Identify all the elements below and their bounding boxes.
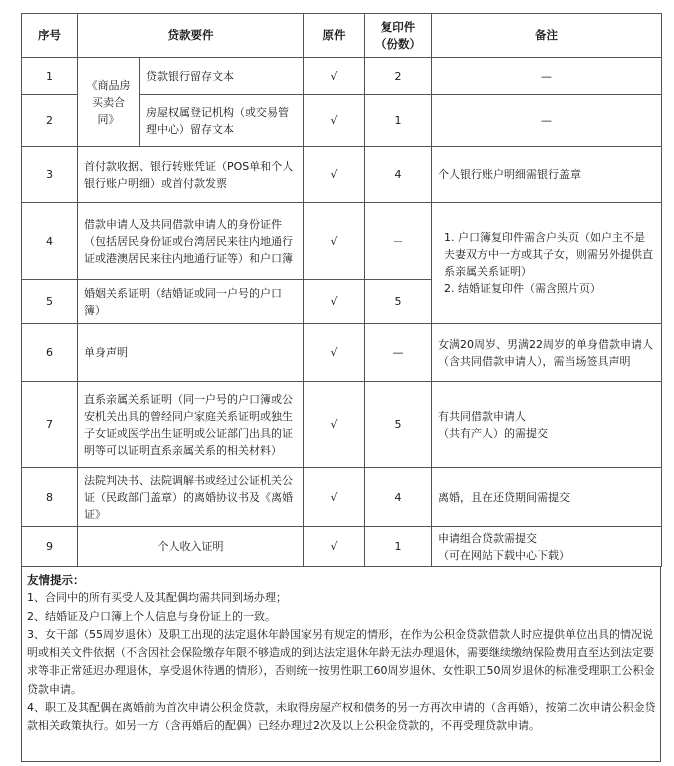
row-seq: 9 [22,527,78,567]
row-copies: 4 [365,468,432,527]
row-material: 个人收入证明 [78,527,304,567]
row-material: 法院判决书、法院调解书或经过公证机关公证（民政部门盖章）的离婚协议书及《离婚证》 [78,468,304,527]
header-materials: 贷款要件 [78,14,304,58]
row-original-check: √ [304,468,365,527]
tips-title: 友情提示： [27,573,85,587]
row-material: 婚姻关系证明（结婚证或同一户号的户口簿） [78,280,304,324]
row-copies: 5 [365,280,432,324]
row-seq: 4 [22,203,78,280]
row-remark: 有共同借款申请人 （共有产人）的需提交 [432,382,662,468]
header-remarks: 备注 [432,14,662,58]
table-row [22,203,662,280]
row-remark: — [432,95,662,147]
row-seq: 3 [22,147,78,203]
table-header-row [22,14,662,58]
row-original-check: √ [304,382,365,468]
table-row [22,468,662,527]
row-seq: 6 [22,324,78,382]
row-copies: － [365,203,432,280]
loan-requirements-table [21,13,662,567]
row-seq: 2 [22,95,78,147]
table-row [22,527,662,567]
header-seq: 序号 [22,14,78,58]
row-copies: 2 [365,58,432,95]
header-copies-line1: 复印件 [380,19,416,34]
row-seq: 1 [22,58,78,95]
row-copies: 5 [365,382,432,468]
table-row [22,324,662,382]
row-original-check: √ [304,147,365,203]
row-material: 借款申请人及共同借款申请人的身份证件（包括居民身份证或台湾居民来往内地通行证或港澳居民来往内地通行证等）和户口簿 [78,203,304,280]
header-copies-line2: （份数） [375,36,421,51]
row-remark: 申请组合贷款需提交 （可在网站下载中心下载） [432,527,662,567]
tip-item: 2、结婚证及户口簿上个人信息与身份证上的一致。 [27,609,276,623]
row-original-check: √ [304,280,365,324]
row-original-check: √ [304,58,365,95]
row-seq: 7 [22,382,78,468]
row-copies: 4 [365,147,432,203]
row-original-check: √ [304,527,365,567]
contract-group-label: 《商品房买卖合同》 [78,58,140,147]
row-seq: 8 [22,468,78,527]
row-material: 单身声明 [78,324,304,382]
row-seq: 5 [22,280,78,324]
row-copies: 1 [365,527,432,567]
row-remark: 离婚，且在还贷期间需提交 [432,468,662,527]
row-remark: — [432,58,662,95]
table-row [22,58,662,95]
row-material: 直系亲属关系证明（同一户号的户口簿或公安机关出具的曾经同户家庭关系证明或独生子女证或医学出生证明或公证部门出具的证明等可以证明直系亲属关系的相关材料） [78,382,304,468]
row-copies: — [365,324,432,382]
row-material: 房屋权属登记机构（或交易管理中心）留存文本 [140,95,304,147]
row-original-check: √ [304,324,365,382]
header-original: 原件 [304,14,365,58]
row-copies: 1 [365,95,432,147]
header-copies [365,14,432,58]
row-remark: 个人银行账户明细需银行盖章 [432,147,662,203]
table-row [22,382,662,468]
tip-item: 4、职工及其配偶在离婚前为首次申请公积金贷款，未取得房屋产权和债务的另一方再次申请的（含再婚），按第二次申请公积金贷款相关政策执行。如另一方（含再婚后的配偶）已经办理过2次及以上公积金贷款的，不再受理贷款申请。 [27,701,656,733]
row-remark: 女满20周岁、男满22周岁的单身借款申请人（含共同借款申请人），需当场签具声明 [432,324,662,382]
row-original-check: √ [304,203,365,280]
row-material: 贷款银行留存文本 [140,58,304,95]
row-remark-merged: 1. 户口簿复印件需含户头页（如户主不是夫妻双方中一方或其子女，则需另外提供直系亲属关系证明） 2. 结婚证复印件（需含照片页） [432,203,662,324]
tip-item: 1、合同中的所有买受人及其配偶均需共同到场办理； [27,591,287,605]
row-original-check: √ [304,95,365,147]
row-material: 首付款收据、银行转账凭证（POS单和个人银行账户明细）或首付款发票 [78,147,304,203]
tip-item: 3、女干部（55周岁退休）及职工出现的法定退休年龄国家另有规定的情形，在作为公积金贷款借款人时应提供单位出具的情况说明或相关文件依据（不含因社会保险缴存年限不够造成的到达法定退休年龄无法办理退休，需要继续缴纳保险费用直至达到法定要求等非正常延迟办理退休，享受退休待遇的情形），否则统一按男性职工60周岁退休、女性职工50周岁退休的标准受理职工公积金贷款申请。 [27,627,655,696]
friendly-tips [21,566,661,762]
table-row [22,147,662,203]
